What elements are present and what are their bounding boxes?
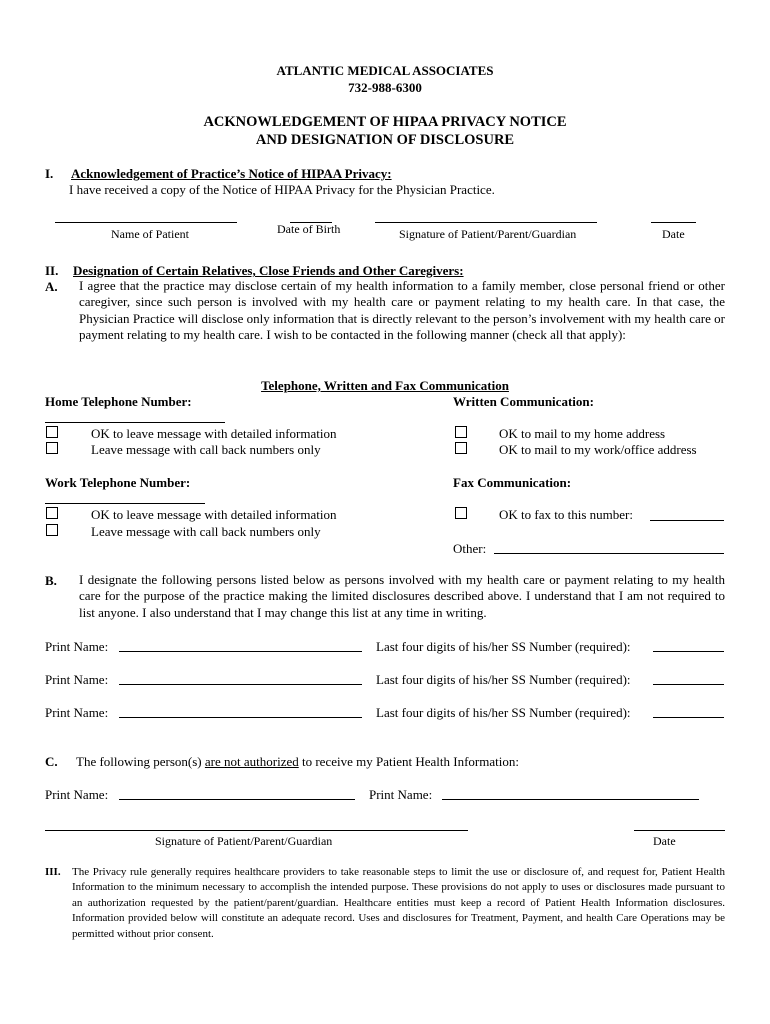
home-phone-label: Home Telephone Number: [45, 394, 192, 409]
comm-heading: Telephone, Written and Fax Communication [261, 378, 509, 393]
print-name-label-1: Print Name: [45, 639, 109, 654]
signature-line-2[interactable] [45, 830, 468, 831]
section2-a-label: A. [45, 279, 58, 294]
work-callback-label: Leave message with call back numbers only [91, 524, 321, 539]
label-signature: Signature of Patient/Parent/Guardian [399, 227, 577, 241]
fax-number-line[interactable] [650, 520, 724, 521]
section2-b-label: B. [45, 573, 57, 588]
section1-numeral: I. [45, 166, 54, 181]
ss-label-3: Last four digits of his/her SS Number (required): [376, 705, 631, 720]
home-phone-line[interactable] [45, 422, 225, 423]
home-detailed-checkbox[interactable] [46, 426, 58, 438]
mail-home-label: OK to mail to my home address [499, 426, 666, 441]
mail-work-checkbox[interactable] [455, 442, 467, 454]
ss-label-2: Last four digits of his/her SS Number (required): [376, 672, 631, 687]
form-title-line1: ACKNOWLEDGEMENT OF HIPAA PRIVACY NOTICE [203, 114, 567, 130]
c-text-not-authorized: are not authorized [204, 754, 299, 769]
unauth-print-name-label-1: Print Name: [45, 787, 109, 802]
home-callback-checkbox[interactable] [46, 442, 58, 454]
ss-label-1: Last four digits of his/her SS Number (required): [376, 639, 631, 654]
work-detailed-checkbox[interactable] [46, 507, 58, 519]
patient-name-line[interactable] [55, 222, 237, 223]
work-detailed-label: OK to leave message with detailed information [91, 507, 337, 522]
signature-line-1[interactable] [375, 222, 597, 223]
print-name-label-3: Print Name: [45, 705, 109, 720]
section2-numeral: II. [45, 263, 59, 278]
unauth-print-name-line-2[interactable] [442, 799, 699, 800]
mail-work-label: OK to mail to my work/office address [499, 442, 697, 457]
section2-heading: Designation of Certain Relatives, Close Friends and Other Caregivers: [73, 263, 464, 278]
fax-label: Fax Communication: [453, 475, 572, 490]
ss-line-1[interactable] [653, 651, 724, 652]
section2-c-label: C. [45, 754, 58, 769]
print-name-line-3[interactable] [119, 717, 362, 718]
work-callback-checkbox[interactable] [46, 524, 58, 536]
ss-line-2[interactable] [653, 684, 724, 685]
work-phone-label: Work Telephone Number: [45, 475, 191, 490]
section2-b-text: I designate the following persons listed below as persons involved with my health care or payment relating to my health care for the purpose of the practice making the limited disclosures described above. I understand that I am not required to list anyone. I also understand that I may change this list at any time in writing. [79, 572, 725, 620]
label-date-1: Date [662, 227, 685, 241]
label-signature-2: Signature of Patient/Parent/Guardian [155, 834, 333, 848]
label-date-of-birth: Date of Birth [277, 222, 341, 236]
date-line-1[interactable] [651, 222, 696, 223]
section1-heading: Acknowledgement of Practice’s Notice of HIPAA Privacy: [71, 166, 392, 181]
ss-line-3[interactable] [653, 717, 724, 718]
home-callback-label: Leave message with call back numbers only [91, 442, 321, 457]
work-phone-line[interactable] [45, 503, 205, 504]
form-title-line2: AND DESIGNATION OF DISCLOSURE [255, 132, 515, 148]
label-date-2: Date [653, 834, 676, 848]
section3-numeral: III. [45, 866, 61, 878]
written-label: Written Communication: [453, 394, 594, 409]
section1-text: I have received a copy of the Notice of HIPAA Privacy for the Physician Practice. [69, 182, 495, 197]
org-name: ATLANTIC MEDICAL ASSOCIATES [276, 63, 494, 78]
date-line-2[interactable] [634, 830, 725, 831]
section2-c-text [76, 753, 519, 770]
other-line[interactable] [494, 553, 724, 554]
section3-text-content: The Privacy rule generally requires healthcare providers to take reasonable steps to limit the use or disclosure of, and request for, Patient Health Information to the minimum necessary to accomplish the intended purpose. These provisions do not apply to uses or disclosures made pursuant to an authorization requested by the patient/parent/guardian. Healthcare entities must keep a record of Patient Health Information disclosures. Information provided below will constitute an adequate record. Uses and disclosures for Treatment, Payment, and health Care Operations may be permitted without prior consent. [72, 866, 725, 940]
print-name-line-2[interactable] [119, 684, 362, 685]
org-phone: 732-988-6300 [348, 80, 422, 95]
fax-option-label: OK to fax to this number: [499, 507, 633, 522]
unauth-print-name-label-2: Print Name: [369, 787, 433, 802]
print-name-label-2: Print Name: [45, 672, 109, 687]
unauth-print-name-line-1[interactable] [119, 799, 355, 800]
c-text-after: to receive my Patient Health Information: [298, 754, 519, 769]
print-name-line-1[interactable] [119, 651, 362, 652]
mail-home-checkbox[interactable] [455, 426, 467, 438]
label-name-of-patient: Name of Patient [111, 227, 189, 241]
c-text-before: The following person(s) [76, 754, 205, 769]
fax-checkbox[interactable] [455, 507, 467, 519]
home-detailed-label: OK to leave message with detailed information [91, 426, 337, 441]
section2-a-text: I agree that the practice may disclose certain of my health information to a family member, close personal friend or other caregiver, since such person is involved with my health care or payment relating to my health care. In that case, the Physician Practice will disclose only information that is directly relevant to the person’s involvement with my health care or payment relating to my health care. I wish to be contacted in the following manner (check all that apply): [79, 278, 725, 343]
section3-text [72, 865, 725, 942]
other-label: Other: [453, 541, 487, 556]
